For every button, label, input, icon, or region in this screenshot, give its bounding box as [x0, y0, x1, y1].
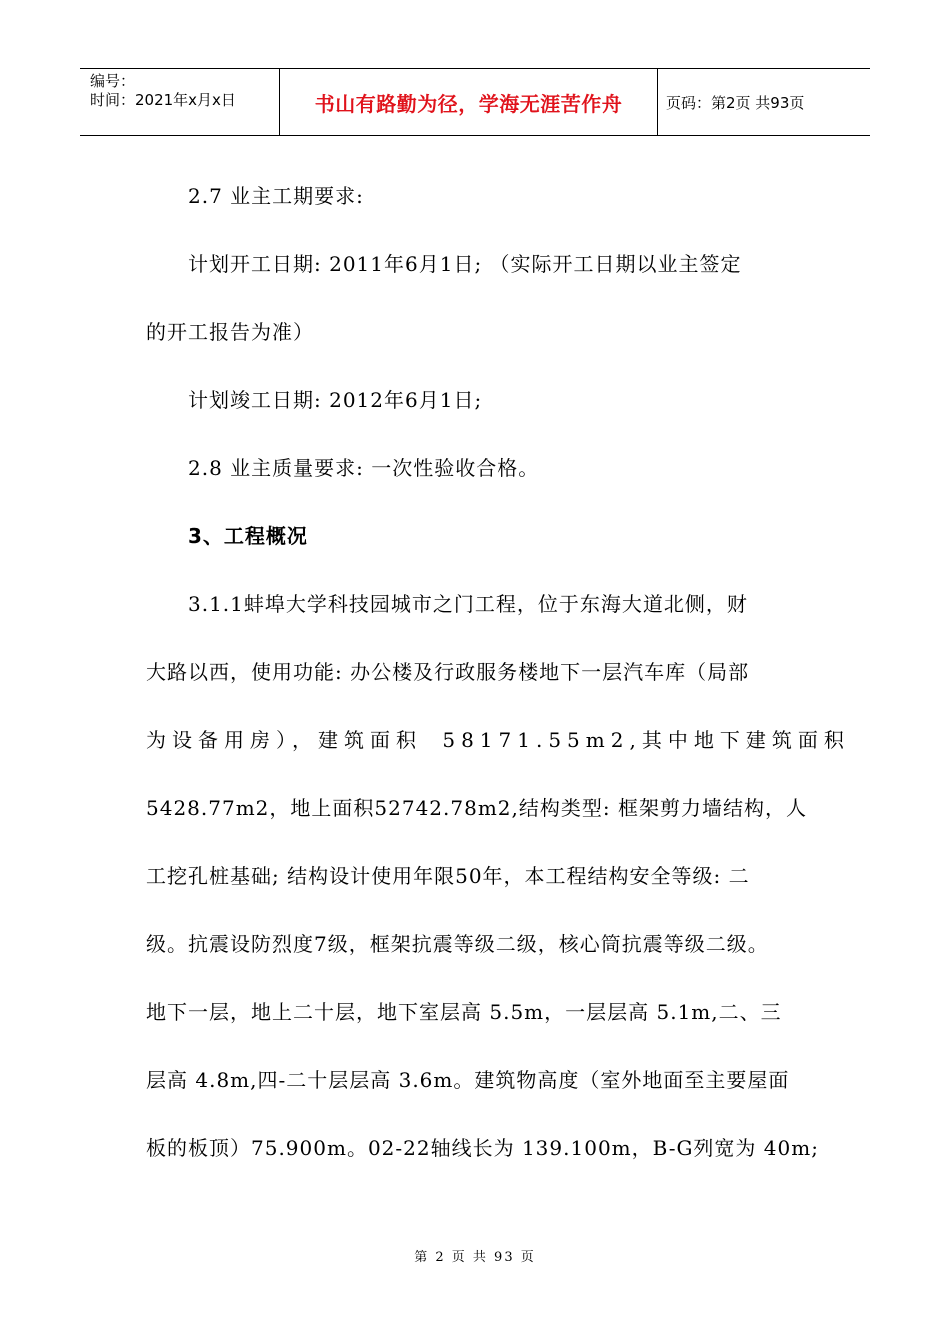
section-heading: 3、工程概况 — [188, 524, 308, 548]
document-number-label: 编号： — [90, 72, 136, 90]
text-line: 3.1.1蚌埠大学科技园城市之门工程，位于东海大道北侧，财 — [188, 592, 748, 616]
text-line: 2.7 业主工期要求: — [188, 184, 364, 208]
text-line: 工挖孔桩基础; 结构设计使用年限50年，本工程结构安全等级: 二 — [146, 864, 750, 888]
text-line: 级。抗震设防烈度7级，框架抗震等级二级，核心筒抗震等级二级。 — [146, 932, 769, 956]
text-line: 2.8 业主质量要求: 一次性验收合格。 — [188, 456, 540, 480]
header-page-info: 页码：第2页 共93页 — [666, 93, 805, 112]
header-motto: 书山有路勤为径，学海无涯苦作舟 — [280, 69, 658, 135]
text-line: 为设备用房），建筑面积 58171.55m2,其中地下建筑面积 — [146, 728, 850, 752]
text-line: 5428.77m2，地上面积52742.78m2,结构类型: 框架剪力墙结构，人 — [146, 796, 807, 820]
text-line: 板的板顶）75.900m。02-22轴线长为 139.100m，B-G列宽为 40m; — [146, 1136, 819, 1160]
text-line: 地下一层，地上二十层，地下室层高 5.5m，一层层高 5.1m,二、三 — [146, 1000, 782, 1024]
text-line: 大路以西，使用功能: 办公楼及行政服务楼地下一层汽车库（局部 — [146, 660, 750, 684]
document-body — [146, 162, 850, 1182]
page-header — [80, 68, 870, 136]
header-meta-cell — [80, 69, 280, 135]
text-line: 的开工报告为准） — [146, 320, 314, 344]
document-date-label: 时间：2021年x月x日 — [90, 91, 236, 109]
text-line: 层高 4.8m,四-二十层层高 3.6m。建筑物高度（室外地面至主要屋面 — [146, 1068, 790, 1092]
page-footer: 第 2 页 共 93 页 — [414, 1250, 536, 1265]
text-line: 计划竣工日期: 2012年6月1日; — [188, 388, 483, 412]
text-line: 计划开工日期: 2011年6月1日; （实际开工日期以业主签定 — [188, 252, 742, 276]
